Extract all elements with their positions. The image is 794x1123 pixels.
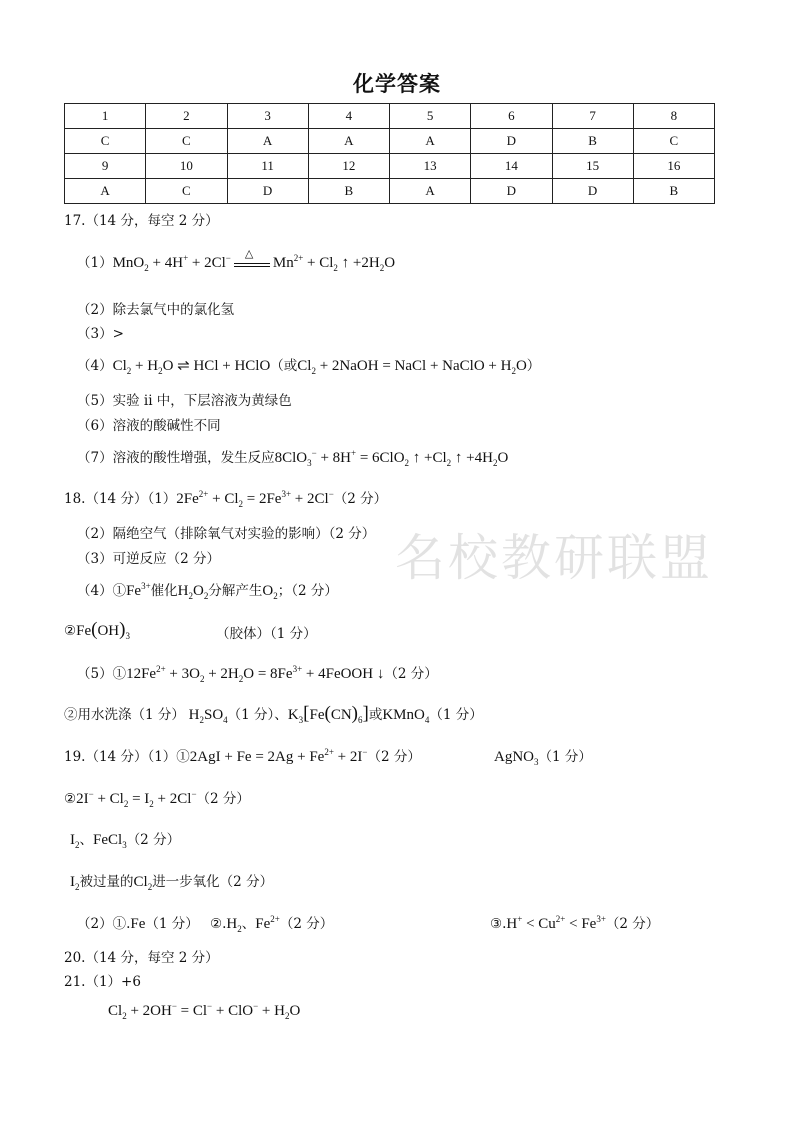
question-number-cell: 10 [146, 154, 227, 179]
question-number-cell: 1 [65, 104, 146, 129]
q19-part2-label: ② [64, 791, 77, 807]
q17-part7: （7）溶液的酸性增强，发生反应8ClO$_3$− + 8H+ = 6ClO$_2$ ↑ $+Cl_2$ ↑ $+4H_2O$ [77, 448, 509, 468]
answer-cell: D [471, 129, 552, 154]
question-number-cell: 6 [471, 104, 552, 129]
q19-header: 19.（14 分）（1）① [64, 749, 190, 765]
q17-part4-label: （4） [77, 358, 113, 374]
page-title: 化学答案 [353, 72, 441, 96]
q17-part2: （2）除去氯气中的氯化氢 [77, 302, 235, 318]
q18-part5b-label: ②用水洗涤（1 分） [64, 707, 185, 723]
q18-part4-end: ；（2 分） [277, 583, 338, 599]
q17-part4-alt-open: （或 [270, 358, 298, 374]
answer-cell: A [308, 129, 389, 154]
q17-header: 17.（14 分，每空 2 分） [64, 213, 219, 229]
question-number-cell: 14 [471, 154, 552, 179]
q17-part6: （6）溶液的酸碱性不同 [77, 418, 221, 434]
q19-part5a-label: （2）①. [77, 916, 131, 932]
answer-table-row [65, 129, 715, 154]
answer-cell: A [65, 179, 146, 204]
q18-part1-score: （2 分） [333, 491, 388, 507]
answer-table-row [65, 104, 715, 129]
question-number-cell: 12 [308, 154, 389, 179]
q19-part5c-label: ③. [490, 916, 507, 932]
q18-part4b: $②Fe(OH)_3$ [64, 619, 130, 641]
q21-header: 21.（1）+6 [64, 974, 141, 990]
question-number-cell: 3 [227, 104, 308, 129]
q18-part3: （3）可逆反应（2 分） [77, 551, 220, 567]
q17-part7-label: （7）溶液的酸性增强，发生反应 [77, 450, 275, 466]
q17-part1: （1）MnO$_2$ + 4H+ + 2Cl− △ $Mn^{2+} + Cl_2$ ↑ $+2H_2O$ [77, 246, 396, 273]
q18-part5b: ②用水洗涤（1 分） $H_2SO_4(1$ 分）、$K_3[Fe(CN)_6]$或KMnO$_4$（1 分） [64, 703, 483, 725]
q21-equation: $Cl_2 + 2OH^- = Cl^- + ClO^- + H_2O$ [108, 1001, 301, 1021]
q19-part3: $I_2$、FeCl$_3$（2 分） [70, 832, 181, 850]
heat-arrow-icon: △ [234, 257, 270, 271]
answer-cell: A [390, 179, 471, 204]
q19-part5c: ③.H+ < $Cu^{2+} < Fe^{3+}(2$ 分） [490, 914, 660, 932]
q18-part5-score: （2 分） [384, 666, 438, 682]
q18-part5b-s2: （1 分） [429, 707, 483, 723]
question-number-cell: 15 [552, 154, 633, 179]
q18-part4-cat: 催化 [150, 583, 178, 599]
q18-part5b-s1: （1 分）、 [227, 707, 288, 723]
question-number-cell: 13 [390, 154, 471, 179]
answer-table-row [65, 179, 715, 204]
q18-part4: $(4)①Fe^{3+}$催化$H_2O_2$分解产生$O_2$；（2 分） [77, 581, 338, 601]
q18-part5-label: （5）① [77, 666, 127, 682]
q18-part4b-note: （胶体）（1 分） [216, 626, 317, 642]
answer-cell: B [308, 179, 389, 204]
answer-cell: D [227, 179, 308, 204]
question-number-cell: 5 [390, 104, 471, 129]
answer-table [64, 103, 715, 204]
q19-part5b-score: （2 分） [279, 916, 334, 932]
q19-part5b-label: ②. [210, 916, 227, 932]
q19-part1b: AgNO$_3$（1 分） [494, 749, 592, 767]
q18-part1: 18.（14 分）$(1)2Fe^{2+} + Cl_2 = 2Fe^{3+} + 2Cl^-(2$ 分） [64, 489, 388, 509]
answer-table-row [65, 154, 715, 179]
answer-cell: C [65, 129, 146, 154]
answer-cell: C [633, 129, 714, 154]
question-number-cell: 9 [65, 154, 146, 179]
question-number-cell: 2 [146, 104, 227, 129]
q17-part1-label: （1） [77, 255, 113, 271]
q19-part4-end: 进一步氧化（2 分） [152, 874, 274, 890]
q18-part5: $(5)①12Fe^{2+} + 3O_2 + 2H_2O = 8Fe^{3+}$ + 4FeOOH ↓（2 分） [77, 664, 438, 684]
q19-part5b: $②.H_2$、$Fe^{2+}(2$ 分） [210, 914, 334, 934]
question-number-cell: 16 [633, 154, 714, 179]
q19-part2-score: （2 分） [196, 791, 250, 807]
answer-cell: B [552, 129, 633, 154]
q17-part4-alt-close: ） [526, 358, 541, 374]
answer-cell: B [633, 179, 714, 204]
q19-part4-text: 被过量的 [79, 874, 134, 890]
q17-part3: （3）> [77, 326, 124, 342]
answer-cell: D [471, 179, 552, 204]
q19-part5c-score: （2 分） [605, 916, 660, 932]
q19-part1: 19.（14 分）（1）①2AgI + $Fe = 2Ag + Fe^{2+} + 2I^-(2$ 分） [64, 747, 421, 765]
answer-cell: D [552, 179, 633, 204]
answer-cell: C [146, 129, 227, 154]
q19-part4: $I_2$被过量的$Cl_2$进一步氧化（2 分） [70, 874, 274, 892]
question-number-cell: 8 [633, 104, 714, 129]
answer-cell: A [227, 129, 308, 154]
question-number-cell: 4 [308, 104, 389, 129]
q19-part5b-sep: 、 [241, 916, 256, 932]
q19-part3-score: （2 分） [126, 832, 181, 848]
answer-cell: C [146, 179, 227, 204]
q18-part2: （2）隔绝空气（排除氧气对实验的影响）（2 分） [77, 526, 376, 542]
q18-part4-label: （4）① [77, 583, 127, 599]
q17-part4: $(4)Cl_2 + H_2O$ ⇌ HCl + HClO（或$Cl_2$ + 2NaOH = NaCl + NaClO + $H_2O$） [77, 358, 541, 376]
q18-part4b-label: ② [64, 623, 77, 639]
q19-part2: ②2I− + $Cl_2 = I_2 + 2Cl^-(2$ 分） [64, 789, 250, 809]
q19-part1b-score: （1 分） [538, 749, 592, 765]
q19-part1-score: （2 分） [367, 749, 421, 765]
watermark: 名校教研联盟 [395, 529, 713, 587]
answer-cell: A [390, 129, 471, 154]
question-number-cell: 7 [552, 104, 633, 129]
q18-part4-mid: 分解产生 [208, 583, 263, 599]
question-number-cell: 11 [227, 154, 308, 179]
q18-part5b-or: 或 [368, 707, 383, 723]
q17-part5: （5）实验 ii 中，下层溶液为黄绿色 [77, 393, 292, 409]
q19-part5a-score: （1 分） [145, 916, 199, 932]
q20-header: 20.（14 分，每空 2 分） [64, 950, 219, 966]
q19-part5a: （2）①.Fe（1 分） [77, 916, 199, 932]
q19-part3-sep: 、 [79, 832, 93, 848]
q18-header: 18.（14 分）（1） [64, 491, 177, 507]
